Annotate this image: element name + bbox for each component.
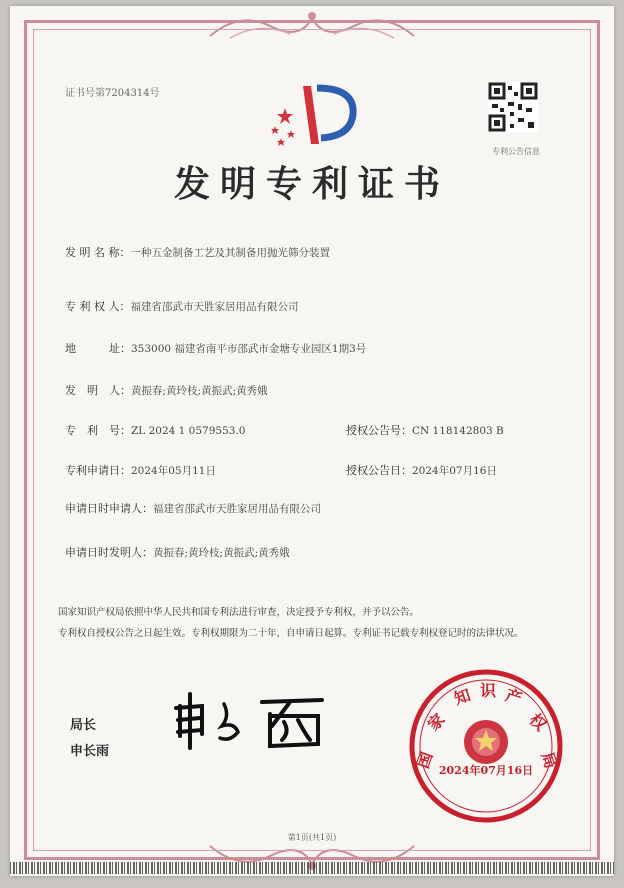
svg-text:家: 家: [423, 709, 449, 735]
svg-text:识: 识: [479, 681, 497, 700]
field-inventors: 发 明 人：黄振春;黄玲枝;黄振武;黄秀娥: [65, 384, 268, 397]
director-name: 申长雨: [70, 744, 110, 759]
svg-text:权: 权: [525, 709, 551, 735]
qr-code-icon: [488, 82, 538, 132]
certificate-paper: [10, 6, 614, 876]
field-applicant-at-filing: 申请日时申请人：福建省邵武市天胜家居用品有限公司: [65, 502, 321, 515]
director-signature: [172, 686, 332, 756]
official-seal: [406, 666, 566, 826]
svg-text:国: 国: [413, 749, 437, 771]
qr-caption: 专利公告信息: [492, 147, 540, 156]
field-patentee: 专 利 权 人：福建省邵武市天胜家居用品有限公司: [65, 300, 299, 313]
field-patent-number: 专 利 号：ZL 2024 1 0579553.0: [65, 424, 246, 437]
notice-text: [58, 602, 568, 644]
field-invention-name: 发 明 名 称：一种五金制备工艺及其制备用抛光筛分装置: [65, 246, 330, 259]
field-grant-announcement-number: 授权公告号：CN 118142803 B: [346, 424, 504, 437]
field-inventors-at-filing: 申请日时发明人：黄振春;黄玲枝;黄振武;黄秀娥: [65, 546, 290, 559]
field-address: 地 址：353000 福建省南平市邵武市金塘专业园区1期3号: [65, 342, 367, 355]
certificate-number: 证书号第7204314号: [65, 88, 160, 99]
seal-date: 2024年07月16日: [438, 764, 534, 777]
notice-line-2: 专利权自授权公告之日起生效。专利权期限为二十年，自申请日起算。专利证书记载专利权登记时的法律状况。: [58, 628, 524, 639]
barcode-strip: [10, 862, 614, 874]
field-application-date: 专利申请日：2024年05月11日: [65, 464, 216, 477]
page-title: 发明专利证书: [173, 163, 450, 205]
svg-text:知: 知: [451, 685, 473, 709]
field-grant-announcement-date: 授权公告日：2024年07月16日: [346, 464, 497, 477]
svg-text:局: 局: [537, 749, 561, 771]
patent-logo-icon: [265, 78, 365, 150]
svg-text:产: 产: [503, 685, 525, 709]
notice-line-1: 国家知识产权局依照中华人民共和国专利法进行审查，决定授予专利权，并予以公告。: [58, 607, 420, 618]
director-title: 局长: [70, 718, 97, 733]
page-number: 第1页(共1页): [287, 833, 337, 842]
